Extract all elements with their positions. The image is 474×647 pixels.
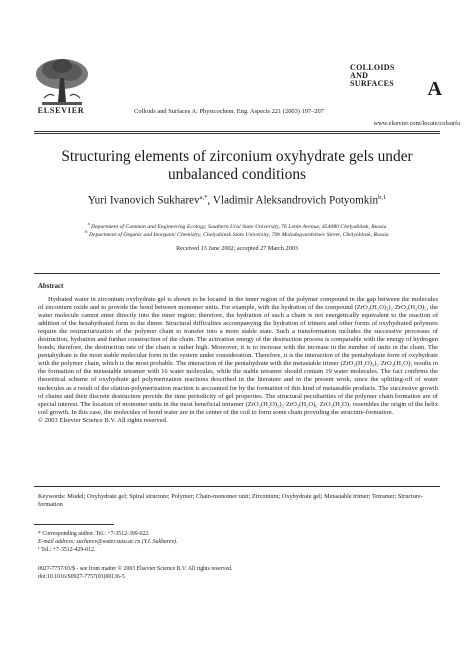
journal-citation: Colloids and Surfaces A: Physicochem. Eng. Aspects 221 (2003) 197–207 <box>134 108 324 115</box>
email-address[interactable]: E-mail address: sucharev@water.susu.ac.ru (Y.I. Sukharev). <box>38 539 178 545</box>
affiliation-b <box>40 229 434 238</box>
author-list: Yuri Ivanovich Sukharev$^{a,*}$, Vladimir Aleksandrovich Potyomkin$^{b,1}$ <box>87 194 387 207</box>
front-matter-line: 0927-7757/03/$ - see front matter © 2003 Elsevier Science B.V. All rights reserved. <box>38 566 233 572</box>
journal-logo <box>350 64 446 108</box>
journal-logo-line-3: SURFACES <box>350 79 395 88</box>
abstract-top-rule <box>34 273 440 274</box>
footnote-rule <box>34 524 114 525</box>
author-name: Yuri Ivanovich Sukharev <box>87 194 200 207</box>
header-rule <box>34 131 440 132</box>
article-title: Structuring elements of zirconium oxyhydrate gels under unbalanced conditions <box>61 148 413 183</box>
footnote-email <box>38 539 438 546</box>
publisher-name: ELSEVIER <box>37 106 85 115</box>
doi[interactable]: doi:10.1016/S0927-7757(03)00136-5 <box>38 574 125 580</box>
footnote-tel: ¹ Tel.: +7-3512-429-012. <box>38 547 96 553</box>
journal-url[interactable]: www.elsevier.com/locate/colsurfa <box>373 120 460 127</box>
abstract-body <box>38 296 438 425</box>
author-affiliation-marker: b,1 <box>378 194 387 201</box>
keywords-rule <box>34 486 440 487</box>
journal-logo-line-1: COLLOIDS <box>350 63 395 72</box>
affiliation-marker: b <box>85 229 88 234</box>
elsevier-tree-logo <box>32 56 92 106</box>
header-rule-2 <box>34 133 440 134</box>
abstract-text: Hydrated water in zirconium oxyhydrate gel is shown to be located in the inner region of the polymer compound in the gap between the molecules of zirconium oxide and to provide the bond between monomer units. For example, with the hydration of the compound (ZrO₂(H₂O)₃)₂·ZrO₂(H₂O)₅, the water molecule cannot enter directly into the inner region; therefore, the hydration of such a chain is not energetically equivalent to the reaction of addition of the hexahydrated form to the dimer. Structural difficulties accompanying the hydration of trimers and other forms of oxyhydrated polymers require the restructurization of the polymer chain to transfer into a more stable state. Such a transformation includes the successive processes of destruction, hydration and further construction of the chain. The activation energy of the destruction process is comparable with the energy of hydrogen bonds; therefore, the destruction rate of the chain is rather high. Moreover, it is to increase with the increase in the number of units in the chain. The pentahydrate is the most stable molecular form in the system under consideration. Therefore, it is the interaction of the pentahydrate form of oxyhydrate with the polymer chain, which is the most probable. The interaction of the pentahydrate with the metastable trimer (ZrO₂(H₂O)₃)₂·ZrO₂(H₂O)₅ results in the formation of the metastable tetramer with 16 water molecules, while the stable tetramer should contain 19 water molecules. The fact confirms the theoretical scheme of oxyhydrate gel polymerization reactions described in the literature and in the present work, since the splitting-off of water molecules as a result of the olation-polymerization reaction is accounted for by the formation of this kind of metastable products. The successive growth of chains and their discrete destruction provide the time periodicity of gel properties. The structural peculiarities of the polymer chain formation are of special interest. The location of monomer units in the most beneficial tetramer (ZrO₂(H₂O)₂)₂·ZrO₂(H₂O)₆·ZrO₂(H₂O)₇ resembles the origin of the helix coil growth. In this case, the molecules of bond water are in the center of the coil to form some chain providing the structure-formation. <box>38 296 438 416</box>
affiliation-text: Department of Common and Engineering Ecology, Southern Ural State University, 76 Lenin Avenue, 454080 Chelyabinsk, Russia <box>90 223 387 230</box>
author-affiliation-marker: a,* <box>199 194 208 201</box>
journal-logo-letter: A <box>427 78 442 100</box>
affiliation-text: Department of Organic and Inorganic Chemistry, Chelyabinsk State University, 70b Molodogvardeitsev Street, Chelyabinsk, Russia <box>88 231 389 238</box>
affiliation-marker: a <box>87 221 90 226</box>
copyright-notice: © 2003 Elsevier Science B.V. All rights reserved. <box>38 416 168 424</box>
author-name: Vladimir Aleksandrovich Potyomkin <box>212 194 379 207</box>
abstract-heading: Abstract <box>38 283 64 290</box>
keywords: Keywords: Model; Oxyhydrate gel; Spiral structure; Polymer; Chain-monomer unit; Zirconium; Oxyhydrate gel; Metastable trimer; Tetramer; Structure-formation <box>38 493 424 508</box>
footnote-corresponding: * Corresponding author. Tel.: +7-3512-399-022. <box>38 531 150 537</box>
journal-logo-line-2: AND <box>350 71 369 80</box>
received-dates: Received 13 June 2002; accepted 27 March 2003 <box>176 245 298 252</box>
